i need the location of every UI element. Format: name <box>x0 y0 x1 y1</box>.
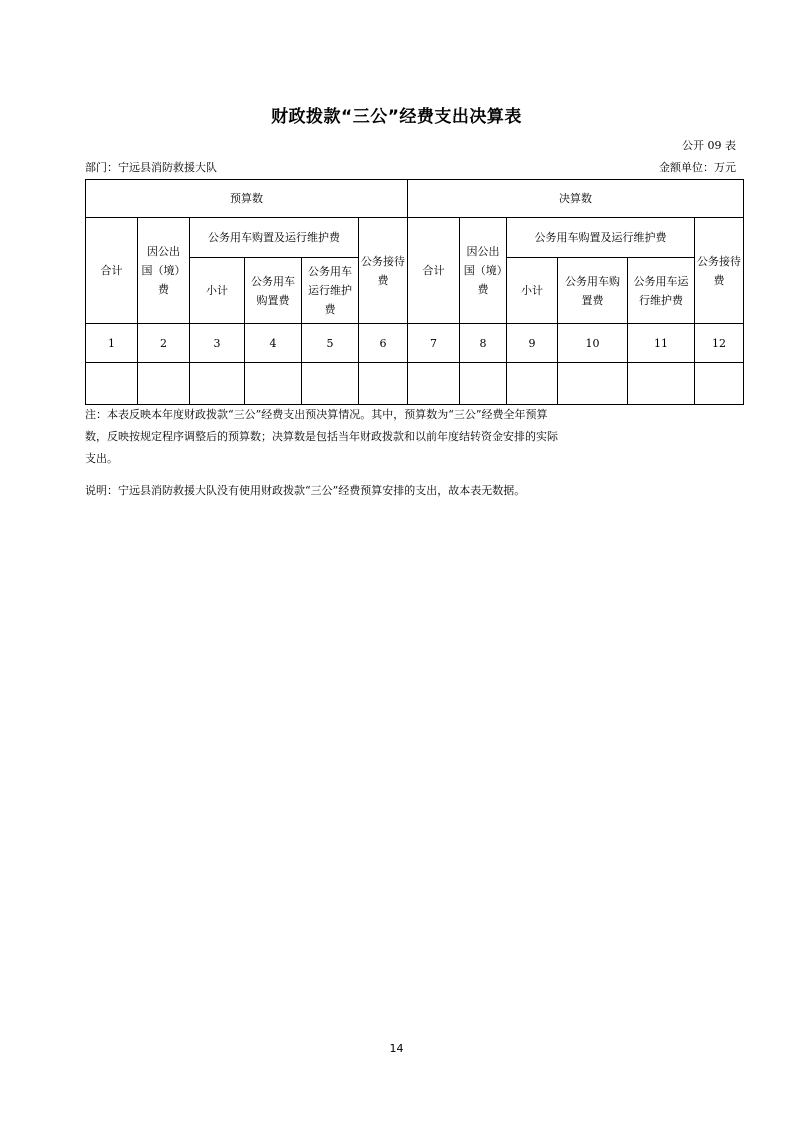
three-public-expenses-table <box>85 179 744 405</box>
data-cell <box>628 363 695 405</box>
final-operation-header: 公务用车运行维护费 <box>628 258 695 324</box>
final-abroad-header: 因公出国（境）费 <box>460 218 507 324</box>
data-cell <box>86 363 138 405</box>
column-number: 2 <box>138 324 190 363</box>
data-cell <box>190 363 245 405</box>
final-header: 决算数 <box>408 180 744 218</box>
data-cell <box>302 363 359 405</box>
table-note: 注：本表反映本年度财政拨款“三公”经费支出预决算情况。其中，预算数为“三公”经费全年预算数，反映按规定程序调整后的预算数；决算数是包括当年财政拨款和以前年度结转资金安排的实际支出。 <box>85 408 558 465</box>
budget-vehicle-group-header: 公务用车购置及运行维护费 <box>190 218 359 258</box>
data-cell <box>558 363 628 405</box>
final-vehicle-group-header: 公务用车购置及运行维护费 <box>507 218 695 258</box>
column-number-row <box>86 324 744 363</box>
final-reception-header: 公务接待费 <box>695 218 744 324</box>
final-total-header: 合计 <box>408 218 460 324</box>
empty-data-row <box>86 363 744 405</box>
budget-operation-header: 公务用车运行维护费 <box>302 258 359 324</box>
column-number: 6 <box>359 324 408 363</box>
final-subtotal-header: 小计 <box>507 258 558 324</box>
column-number: 11 <box>628 324 695 363</box>
form-number: 公开 09 表 <box>682 139 736 152</box>
budget-reception-header: 公务接待费 <box>359 218 408 324</box>
data-cell <box>695 363 744 405</box>
page-number: 14 <box>389 1042 404 1055</box>
column-number: 1 <box>86 324 138 363</box>
budget-purchase-header: 公务用车购置费 <box>245 258 302 324</box>
column-number: 7 <box>408 324 460 363</box>
amount-unit-label: 金额单位：万元 <box>659 161 736 174</box>
column-number: 12 <box>695 324 744 363</box>
data-cell <box>359 363 408 405</box>
data-cell <box>460 363 507 405</box>
department-label: 部门：宁远县消防救援大队 <box>85 161 217 174</box>
column-number: 8 <box>460 324 507 363</box>
budget-header: 预算数 <box>86 180 408 218</box>
budget-abroad-header: 因公出 国（境）费 <box>138 218 190 324</box>
page-title: 财政拨款“三公”经费支出决算表 <box>271 107 522 127</box>
column-number: 9 <box>507 324 558 363</box>
column-number: 10 <box>558 324 628 363</box>
data-cell <box>507 363 558 405</box>
data-cell <box>408 363 460 405</box>
data-cell <box>138 363 190 405</box>
data-cell <box>245 363 302 405</box>
budget-total-header: 合计 <box>86 218 138 324</box>
final-purchase-header: 公务用车购置费 <box>558 258 628 324</box>
table-explanation: 说明：宁远县消防救援大队没有使用财政拨款“三公”经费预算安排的支出，故本表无数据。 <box>85 484 526 497</box>
column-number: 3 <box>190 324 245 363</box>
column-number: 4 <box>245 324 302 363</box>
budget-subtotal-header: 小计 <box>190 258 245 324</box>
column-number: 5 <box>302 324 359 363</box>
